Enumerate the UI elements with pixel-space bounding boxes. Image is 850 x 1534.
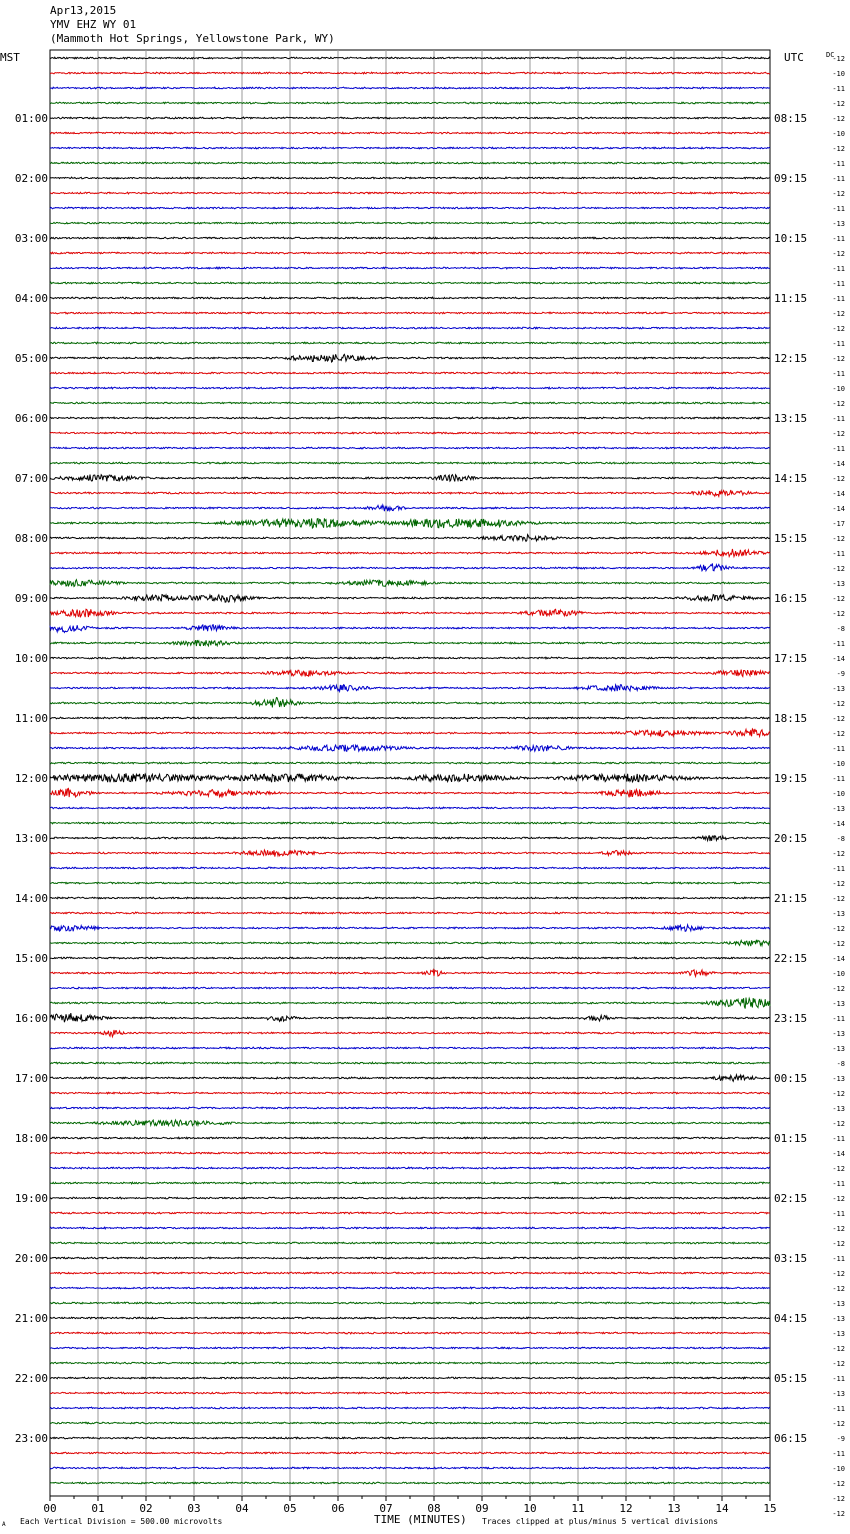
dc-offset-label: -12 [832,325,845,333]
station-location: (Mammoth Hot Springs, Yellowstone Park, WY) [50,32,335,45]
seismic-trace [50,1137,770,1139]
utc-hour-label: 21:15 [774,892,808,905]
dc-offset-label: -10 [832,70,845,78]
utc-hour-label: 01:15 [774,1132,808,1145]
x-tick-label: 01 [91,1502,105,1515]
utc-hour-label: 20:15 [774,832,808,845]
chart-date: Apr13,2015 [50,4,117,17]
x-tick-label: 10 [523,1502,537,1515]
dc-offset-label: -11 [832,85,845,93]
dc-offset-label: -12 [832,985,845,993]
dc-offset-label: -11 [832,775,845,783]
seismic-trace [50,1092,770,1094]
mst-hour-label: 07:00 [14,472,48,485]
dc-offset-label: -12 [832,895,845,903]
dc-offset-label: -13 [832,220,845,228]
seismic-trace [50,940,770,946]
seismic-trace [50,297,770,299]
dc-offset-label: -13 [832,1315,845,1323]
seismic-trace [50,102,770,104]
seismic-trace [50,1212,770,1214]
utc-hour-label: 02:15 [774,1192,808,1205]
dc-offset-label: -11 [832,340,845,348]
dc-label: DC [826,51,835,59]
utc-hour-label: 17:15 [774,652,808,665]
seismic-trace [50,1392,770,1394]
x-tick-label: 04 [235,1502,249,1515]
dc-offset-label: -13 [832,1105,845,1113]
x-tick-label: 02 [139,1502,153,1515]
seismic-trace [50,147,770,149]
x-tick-label: 06 [331,1502,345,1515]
seismic-trace [50,1242,770,1244]
dc-offset-label: -11 [832,1255,845,1263]
mst-hour-label: 01:00 [14,112,48,125]
seismic-trace [50,132,770,134]
utc-hour-label: 03:15 [774,1252,808,1265]
dc-offset-label: -13 [832,1390,845,1398]
dc-offset-label: -12 [832,475,845,483]
mst-hour-label: 23:00 [14,1432,48,1445]
mst-hour-label: 22:00 [14,1372,48,1385]
seismic-trace [50,822,770,824]
dc-offset-label: -10 [832,760,845,768]
utc-hour-label: 04:15 [774,1312,808,1325]
seismic-trace [50,535,770,542]
seismic-trace [50,342,770,344]
seismic-trace [50,835,770,841]
seismic-trace [50,1362,770,1364]
dc-offset-label: -12 [832,430,845,438]
seismic-trace [50,177,770,179]
seismic-trace [50,57,770,59]
utc-hour-label: 18:15 [774,712,808,725]
dc-offset-label: -12 [832,115,845,123]
station-code: YMV EHZ WY 01 [50,18,137,31]
dc-offset-label: -11 [832,1180,845,1188]
seismic-trace [50,282,770,284]
dc-offset-label: -13 [832,1330,845,1338]
seismic-trace [50,372,770,374]
seismic-trace [50,640,770,646]
utc-hour-label: 06:15 [774,1432,808,1445]
dc-offset-label: -11 [832,175,845,183]
dc-offset-label: -11 [832,550,845,558]
mst-hour-label: 17:00 [14,1072,48,1085]
seismic-trace [50,897,770,899]
dc-offset-label: -12 [832,100,845,108]
utc-hour-label: 05:15 [774,1372,808,1385]
x-tick-label: 03 [187,1502,201,1515]
dc-offset-label: -13 [832,805,845,813]
utc-hour-label: 13:15 [774,412,808,425]
dc-offset-label: -11 [832,1015,845,1023]
seismic-trace [50,1452,770,1454]
seismic-trace [50,417,770,419]
dc-offset-label: -12 [832,850,845,858]
utc-hour-label: 15:15 [774,532,808,545]
seismic-trace [50,925,770,932]
dc-offset-label: -11 [832,1405,845,1413]
dc-offset-label: -14 [832,820,845,828]
dc-offset-label: -12 [832,400,845,408]
mst-hour-label: 06:00 [14,412,48,425]
seismic-trace [50,490,770,496]
mst-hour-label: 09:00 [14,592,48,605]
seismic-trace [50,402,770,404]
dc-offset-label: -12 [832,1360,845,1368]
seismic-trace [50,1257,770,1259]
dc-offset-label: -13 [832,1075,845,1083]
clip-note: Traces clipped at plus/minus 5 vertical divisions [482,1517,719,1526]
seismic-trace [50,162,770,164]
scale-note: Each Vertical Division = 500.00 microvolts [20,1517,223,1526]
mst-hour-label: 19:00 [14,1192,48,1205]
seismic-trace [50,563,770,570]
utc-hour-label: 00:15 [774,1072,808,1085]
mst-hour-label: 12:00 [14,772,48,785]
seismic-trace [50,1317,770,1319]
seismic-trace [50,505,770,511]
x-tick-label: 12 [619,1502,633,1515]
dc-offset-label: -12 [832,1285,845,1293]
dc-offset-label: -11 [832,280,845,288]
dc-offset-label: -12 [832,940,845,948]
seismic-trace [50,609,770,617]
dc-offset-label: -12 [832,1345,845,1353]
dc-offset-label: -13 [832,1300,845,1308]
dc-offset-label: -11 [832,295,845,303]
seismic-trace [50,1152,770,1154]
seismic-trace [50,87,770,89]
utc-hour-label: 08:15 [774,112,808,125]
seismic-trace [50,1482,770,1484]
dc-offset-label: -11 [832,370,845,378]
seismic-trace [50,72,770,74]
dc-offset-label: -12 [832,535,845,543]
seismic-trace [50,867,770,869]
dc-offset-label: -11 [832,205,845,213]
dc-offset-label: -11 [832,1450,845,1458]
seismic-trace [50,1437,770,1439]
dc-offset-label: -12 [832,1165,845,1173]
utc-hour-label: 19:15 [774,772,808,785]
dc-offset-label: -12 [832,250,845,258]
seismic-trace [50,327,770,329]
seismic-trace [50,729,770,737]
dc-offset-label: -10 [832,130,845,138]
dc-offset-label: -12 [832,1240,845,1248]
dc-offset-label: -12 [832,1420,845,1428]
mst-hour-label: 11:00 [14,712,48,725]
seismic-trace [50,1013,770,1022]
x-tick-label: 08 [427,1502,441,1515]
dc-offset-label: -11 [832,1375,845,1383]
x-tick-label: 09 [475,1502,489,1515]
dc-offset-label: -13 [832,1000,845,1008]
x-tick-label: 11 [571,1502,585,1515]
seismic-trace [50,1407,770,1409]
seismic-trace [50,237,770,239]
x-tick-label: 15 [763,1502,777,1515]
seismic-trace [50,1047,770,1049]
mst-hour-label: 21:00 [14,1312,48,1325]
dc-offset-label: -10 [832,790,845,798]
dc-offset-label: -12 [832,310,845,318]
mst-hour-label: 20:00 [14,1252,48,1265]
dc-offset-label: -12 [832,610,845,618]
dc-offset-label: -11 [832,1135,845,1143]
utc-hour-label: 12:15 [774,352,808,365]
seismic-trace [50,882,770,884]
mst-hour-label: 08:00 [14,532,48,545]
seismic-trace [50,745,770,752]
utc-hour-label: 23:15 [774,1012,808,1025]
dc-offset-label: -12 [832,145,845,153]
utc-hour-label: 16:15 [774,592,808,605]
seismic-trace [50,518,770,528]
dc-offset-label: -14 [832,460,845,468]
mst-hour-label: 02:00 [14,172,48,185]
seismic-trace [50,912,770,914]
dc-offset-label: -13 [832,1045,845,1053]
utc-axis-label: UTC [784,51,804,64]
seismic-trace [50,267,770,269]
mst-axis-label: MST [0,51,20,64]
utc-hour-label: 09:15 [774,172,808,185]
seismic-trace [50,850,770,857]
seismic-trace [50,462,770,464]
mst-hour-label: 10:00 [14,652,48,665]
seismic-trace [50,1167,770,1169]
seismic-trace [50,580,770,587]
seismic-trace [50,207,770,209]
seismic-trace [50,762,770,764]
mst-hour-label: 14:00 [14,892,48,905]
seismic-trace [50,970,770,977]
dc-offset-label: -12 [832,1090,845,1098]
dc-offset-label: -12 [832,715,845,723]
x-tick-label: 07 [379,1502,393,1515]
utc-hour-label: 14:15 [774,472,808,485]
seismic-trace [50,987,770,989]
dc-offset-label: -13 [832,910,845,918]
seismic-trace [50,773,770,782]
dc-offset-label: -11 [832,745,845,753]
dc-offset-label: -12 [832,1120,845,1128]
seismic-trace [50,117,770,119]
seismic-trace [50,1062,770,1064]
corner-mark: A [2,1521,6,1528]
seismic-trace [50,387,770,389]
dc-offset-label: -11 [832,160,845,168]
dc-offset-label: -8 [836,625,845,633]
seismic-trace [50,222,770,224]
seismic-trace [50,549,770,557]
dc-offset-label: -8 [836,835,845,843]
x-tick-label: 13 [667,1502,681,1515]
seismic-trace [50,625,770,633]
x-tick-label: 00 [43,1502,57,1515]
mst-hour-label: 04:00 [14,292,48,305]
dc-offset-label: -13 [832,1030,845,1038]
dc-offset-label: -14 [832,1150,845,1158]
dc-offset-label: -14 [832,505,845,513]
seismic-trace [50,1120,770,1126]
seismic-trace [50,717,770,719]
utc-hour-label: 22:15 [774,952,808,965]
seismic-trace [50,354,770,362]
dc-offset-label: -13 [832,580,845,588]
dc-offset-label: -12 [832,700,845,708]
seismic-trace [50,657,770,659]
mst-hour-label: 13:00 [14,832,48,845]
dc-offset-label: -11 [832,265,845,273]
dc-offset-label: -8 [836,1060,845,1068]
mst-hour-label: 05:00 [14,352,48,365]
x-tick-label: 05 [283,1502,297,1515]
dc-offset-label: -12 [832,1480,845,1488]
dc-offset-label: -10 [832,1465,845,1473]
dc-offset-label: -9 [836,1435,845,1443]
seismic-trace [50,1075,770,1082]
seismic-trace [50,1422,770,1424]
seismic-trace [50,1030,770,1037]
dc-offset-label: -11 [832,640,845,648]
dc-offset-label: -12 [832,925,845,933]
seismic-trace [50,685,770,692]
seismic-trace [50,475,770,482]
x-axis-label: TIME (MINUTES) [374,1513,467,1526]
dc-offset-label: -14 [832,955,845,963]
seismic-trace [50,1377,770,1379]
mst-hour-label: 15:00 [14,952,48,965]
dc-offset-label: -11 [832,445,845,453]
seismic-trace [50,432,770,434]
dc-offset-label: -11 [832,865,845,873]
dc-offset-label: -9 [836,670,845,678]
seismic-trace [50,807,770,809]
dc-offset-label: -13 [832,685,845,693]
mst-hour-label: 03:00 [14,232,48,245]
seismic-trace [50,670,770,677]
utc-hour-label: 10:15 [774,232,808,245]
dc-offset-label: -12 [832,730,845,738]
seismic-trace [50,1347,770,1349]
dc-offset-label: -12 [832,190,845,198]
seismic-trace [50,447,770,449]
seismic-trace [50,252,770,254]
seismic-trace [50,1332,770,1334]
dc-offset-label: -12 [832,595,845,603]
seismic-trace [50,1302,770,1304]
seismic-trace [50,788,770,797]
dc-offset-label: -11 [832,415,845,423]
seismic-trace [50,1107,770,1109]
seismic-trace [50,998,770,1009]
dc-offset-label: -11 [832,1210,845,1218]
dc-offset-label: -12 [832,565,845,573]
dc-offset-label: -12 [832,1195,845,1203]
seismic-trace [50,957,770,959]
dc-offset-label: -14 [832,490,845,498]
seismic-trace [50,1182,770,1184]
dc-offset-label: -12 [832,55,845,63]
dc-offset-label: -11 [832,235,845,243]
seismic-trace [50,1287,770,1289]
x-tick-label: 14 [715,1502,729,1515]
seismic-trace [50,312,770,314]
seismic-trace [50,595,770,603]
seismic-trace [50,1197,770,1199]
dc-offset-label: -12 [832,1270,845,1278]
dc-offset-label: -12 [832,1510,845,1518]
dc-offset-label: -10 [832,970,845,978]
utc-hour-label: 11:15 [774,292,808,305]
seismic-trace [50,1227,770,1229]
dc-offset-label: -12 [832,1495,845,1503]
seismic-trace [50,698,770,708]
seismic-trace [50,1467,770,1469]
seismic-trace [50,192,770,194]
seismic-trace [50,1272,770,1274]
dc-offset-label: -12 [832,880,845,888]
dc-offset-label: -14 [832,655,845,663]
dc-offset-label: -17 [832,520,845,528]
dc-offset-label: -10 [832,385,845,393]
dc-offset-label: -12 [832,355,845,363]
dc-offset-label: -12 [832,1225,845,1233]
mst-hour-label: 18:00 [14,1132,48,1145]
mst-hour-label: 16:00 [14,1012,48,1025]
